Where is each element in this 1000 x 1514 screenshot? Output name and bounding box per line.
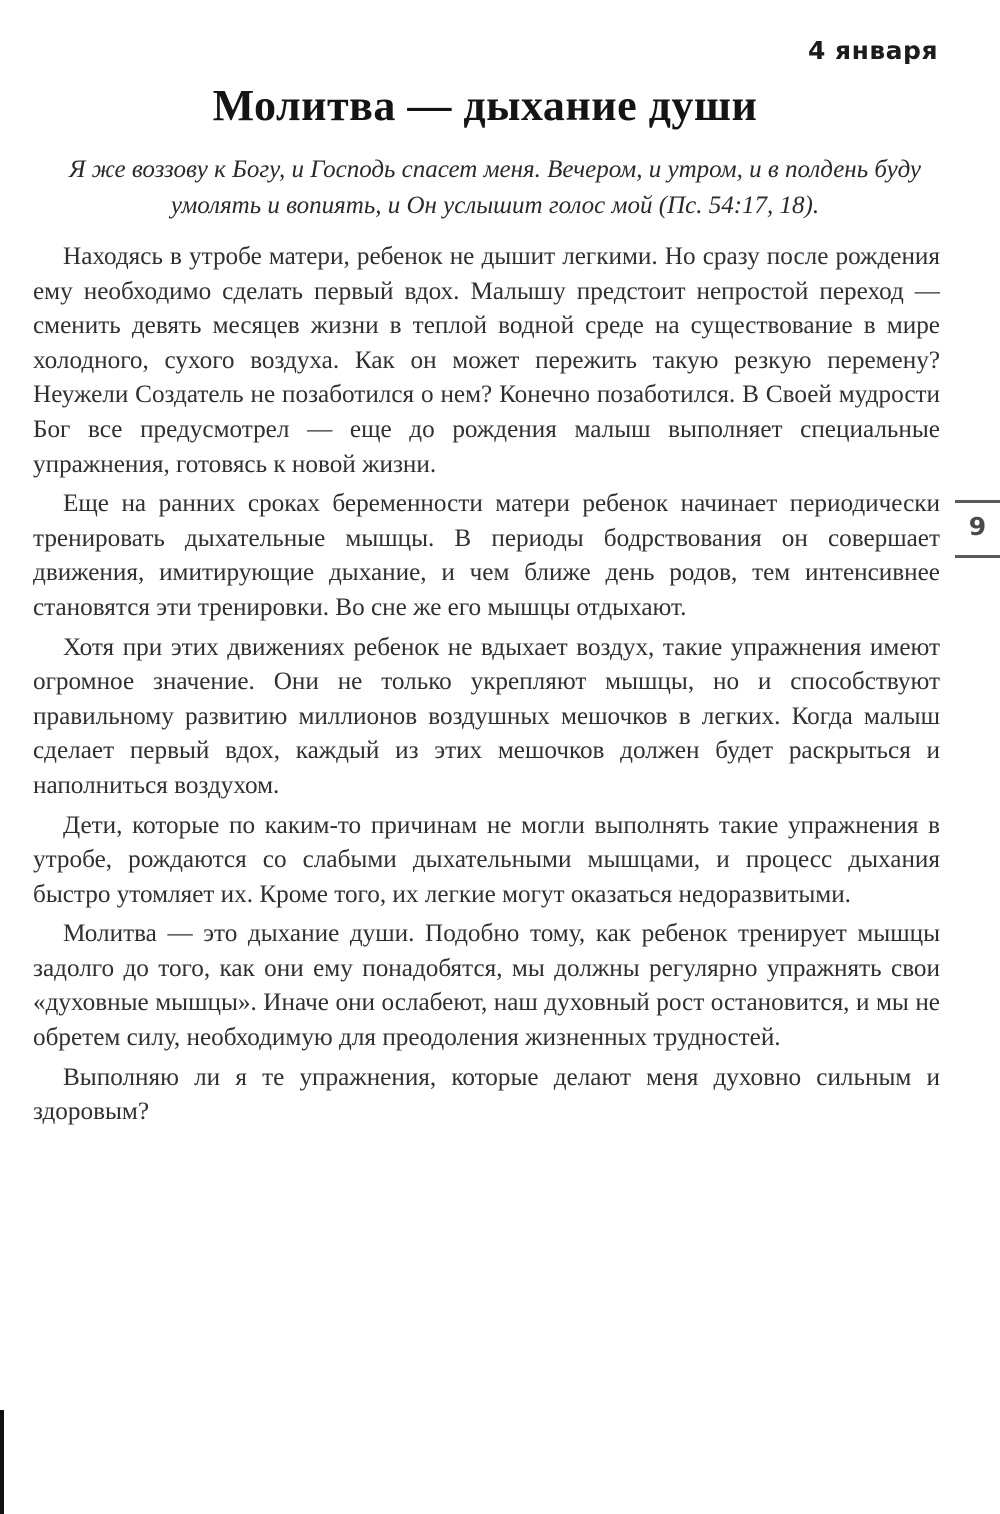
page-number: 9 <box>968 512 987 541</box>
paragraph: Хотя при этих движениях ребенок не вдыхает воздух, такие упражнения имеют огромное значение. Они не только укрепляют мышцы, но и способствуют правильному развитию миллионов воздушных мешочков в легких. Когда малыш сделает первый вдох, каждый из этих мешочков должен будет раскрыться и наполниться воздухом. <box>33 633 940 799</box>
page-number-tab <box>955 500 1000 558</box>
article-body <box>33 240 940 1135</box>
paragraph: Еще на ранних сроках беременности матери ребенок начинает периодически тренировать дыхательные мышцы. В периоды бодрствования он совершает движения, имитирующие дыхание, и чем ближе день родов, тем интенсивнее становятся эти тренировки. Во сне же его мышцы отдыхают. <box>33 490 940 621</box>
paragraph: Выполняю ли я те упражнения, которые делают меня духовно сильным и здоровым? <box>33 1063 940 1126</box>
paragraph: Дети, которые по каким-то причинам не могли выполнять такие упражнения в утробе, рождаются со слабыми дыхательными мышцами, и процесс дыхания быстро утомляет их. Кроме того, их легкие могут оказаться недоразвитыми. <box>33 811 940 908</box>
tab-rule-top <box>955 500 1000 503</box>
page-date: 4 января <box>807 36 938 65</box>
binding-edge-mark <box>0 1410 4 1514</box>
paragraph: Находясь в утробе матери, ребенок не дышит легкими. Но сразу после рождения ему необходимо сделать первый вдох. Малышу предстоит непростой переход — сменить девять месяцев жизни в теплой водной среде на существование в мире холодного, сухого воздуха. Как он может пережить такую резкую перемену? Неужели Создатель не позаботился о нем? Конечно позаботился. В Своей мудрости Бог все предусмотрел — еще до рождения малыш выполняет специальные упражнения, готовясь к новой жизни. <box>33 243 940 478</box>
scripture-epigraph: Я же воззову к Богу, и Господь спасет меня. Вечером, и утром, и в полдень буду умолять и вопиять, и Он услышит голос мой (Пс. 54:17, 18). <box>68 156 922 219</box>
paragraph: Молитва — это дыхание души. Подобно тому, как ребенок тренирует мышцы задолго до того, как они ему понадобятся, мы должны регулярно упражнять свои «духовные мышцы». Иначе они ослабеют, наш духовный рост остановится, и мы не обретем силу, необходимую для преодоления жизненных трудностей. <box>33 920 940 1052</box>
page-title: Молитва — дыхание души <box>212 81 758 130</box>
tab-rule-bottom <box>955 555 1000 558</box>
